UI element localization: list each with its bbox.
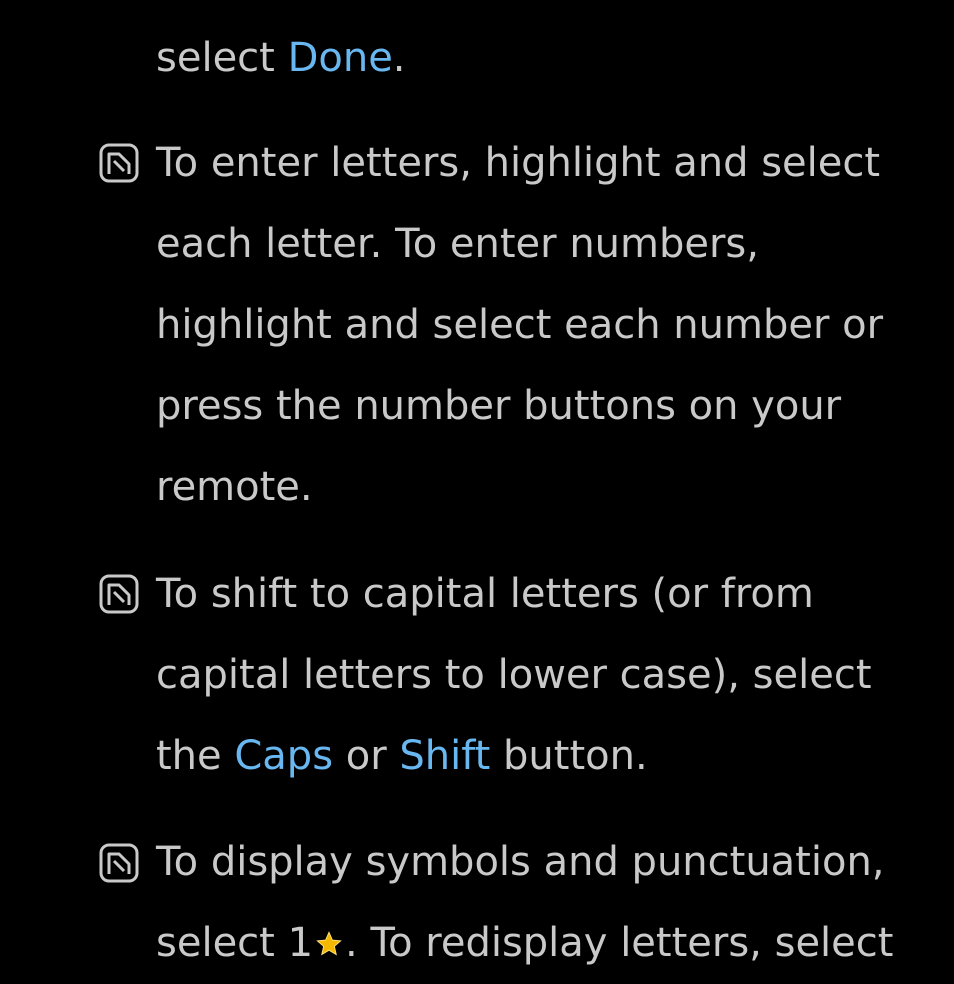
note-1-line: remote.: [156, 464, 313, 510]
note-2-line: capital letters to lower case), select: [156, 652, 872, 698]
note-paragraph-1: [156, 123, 936, 528]
note-paragraph-3: [156, 822, 936, 984]
intro-paragraph: [156, 18, 936, 99]
note-1-line: highlight and select each number or: [156, 302, 884, 348]
star-icon: [315, 930, 343, 958]
shift-label: Shift: [399, 733, 491, 779]
note-3-line: To display symbols and punctuation,: [156, 839, 885, 885]
caps-label: Caps: [234, 733, 334, 779]
note-1-line: press the number buttons on your: [156, 383, 842, 429]
done-label: Done: [287, 35, 393, 81]
note-2-line: the Caps or Shift button.: [156, 733, 648, 779]
note-icon: [98, 842, 140, 884]
intro-line: select Done.: [156, 35, 406, 81]
note-1-line: each letter. To enter numbers,: [156, 221, 759, 267]
note-paragraph-2: [156, 554, 936, 797]
note-icon: [98, 142, 140, 184]
note-1-line: To enter letters, highlight and select: [156, 140, 881, 186]
note-icon: [98, 573, 140, 615]
note-2-line: To shift to capital letters (or from: [156, 571, 814, 617]
note-3-line: select 1 . To redisplay letters, select: [156, 920, 894, 966]
